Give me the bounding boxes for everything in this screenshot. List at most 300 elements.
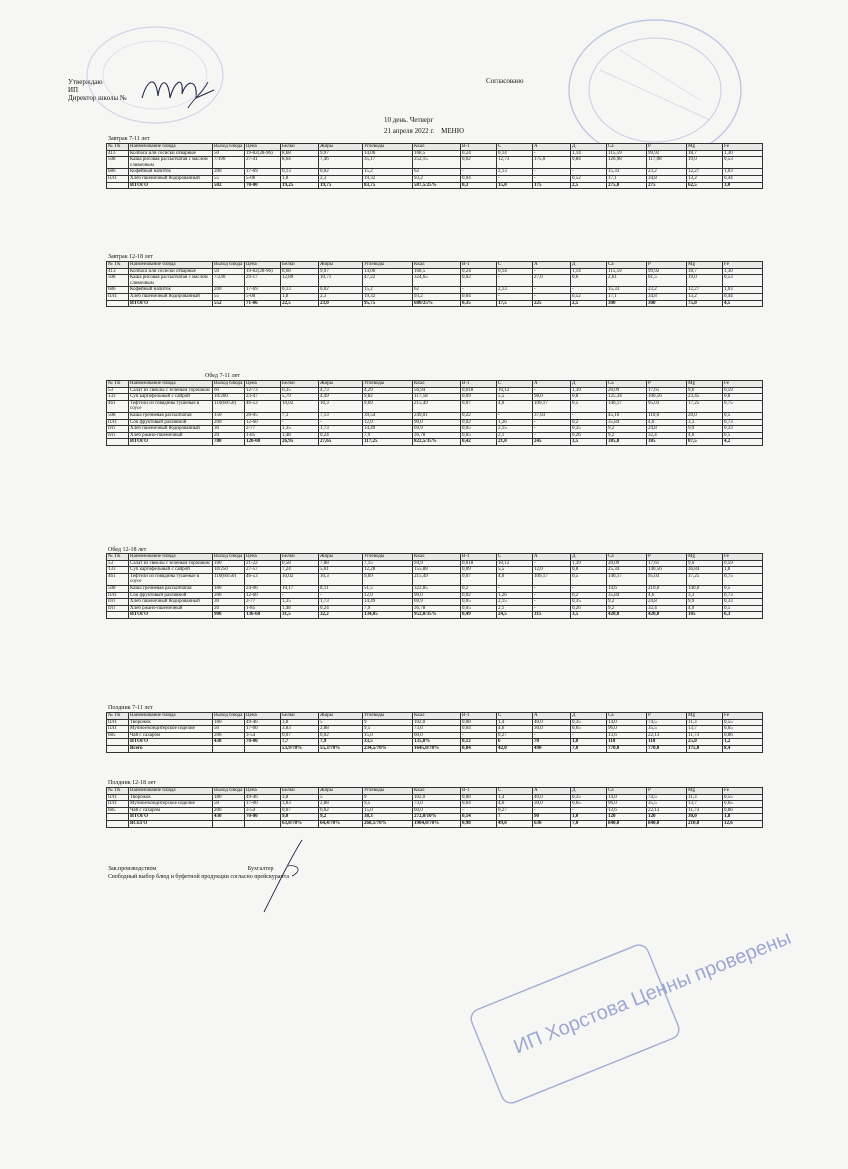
- table-cell: 7,9: [363, 432, 413, 439]
- table-cell: 15,0: [363, 807, 413, 814]
- table-cell: 0,24: [319, 432, 363, 439]
- table-cell: п/п: [107, 432, 129, 439]
- table-cell: 32,4: [647, 605, 687, 612]
- table-cell: 0,65: [571, 726, 607, 733]
- table-cell: 49-46: [245, 794, 281, 801]
- table-cell: 420,0: [607, 612, 647, 619]
- column-header: Fe: [723, 554, 763, 561]
- table-cell: [213, 745, 245, 752]
- table-cell: 133: [107, 567, 129, 574]
- table-cell: П/П: [107, 726, 129, 733]
- table-cell: -: [533, 585, 571, 592]
- table-cell: 37,83: [533, 412, 571, 419]
- table-cell: 0,07: [281, 807, 319, 814]
- table-cell: 0,09: [461, 394, 497, 401]
- table-cell: 3,8: [281, 719, 319, 726]
- column-header: Ккал: [413, 144, 461, 151]
- table-cell: 0,2: [571, 592, 607, 599]
- table-cell: 385,0: [607, 439, 647, 446]
- column-header: Белки: [281, 554, 319, 561]
- table-cell: 1,4: [497, 719, 533, 726]
- table-header-row: [107, 262, 763, 269]
- table-cell: Хлеб пшеничный йодированный: [129, 426, 213, 433]
- table-cell: 4,0: [497, 400, 533, 412]
- table-row: [107, 387, 763, 394]
- table-cell: 32,4: [647, 432, 687, 439]
- table-cell: 685: [107, 807, 129, 814]
- table-cell: 0,84: [571, 157, 607, 169]
- table-cell: 17,5: [497, 300, 533, 307]
- table-row: [107, 400, 763, 412]
- table-cell: 10,02: [281, 400, 319, 412]
- table-cell: 109,17: [533, 400, 571, 412]
- table-cell: 95,03: [647, 400, 687, 412]
- table-cell: 0,09: [461, 567, 497, 574]
- column-header: Ca: [607, 788, 647, 795]
- table-cell: 3,0: [723, 182, 763, 189]
- table-cell: 840,0: [647, 820, 687, 827]
- column-header: Белки: [281, 381, 319, 388]
- table-cell: 74,5: [647, 719, 687, 726]
- column-header: Выход блюда: [213, 144, 245, 151]
- section-title: Завтрак 12-18 лет: [108, 254, 153, 260]
- table-cell: 5: [319, 719, 363, 726]
- table-cell: 46-53: [245, 573, 281, 585]
- table-cell: 1,48: [281, 605, 319, 612]
- table-cell: 15,33: [607, 169, 647, 176]
- column-header: Жиры: [319, 381, 363, 388]
- table-cell: ИТОГО: [129, 739, 213, 746]
- table-cell: 33,5: [363, 739, 413, 746]
- table-cell: 268,1/70%: [363, 820, 413, 827]
- table-cell: 0,02: [319, 287, 363, 294]
- table-cell: 5,61: [319, 567, 363, 574]
- table-header-row: [107, 788, 763, 795]
- table-row: [107, 419, 763, 426]
- column-header: С: [497, 262, 533, 269]
- table-cell: 2,5: [571, 300, 607, 307]
- table-cell: 0,08: [461, 794, 497, 801]
- table-cell: 24,8: [647, 426, 687, 433]
- table-cell: 1,35: [281, 599, 319, 606]
- table-cell: -: [533, 592, 571, 599]
- table-cell: 17,1: [607, 293, 647, 300]
- table-cell: 49-46: [245, 719, 281, 726]
- table-cell: 0,04: [461, 801, 497, 808]
- table-cell: 27-41: [245, 157, 281, 169]
- table-cell: 69,9: [413, 599, 461, 606]
- table-cell: 136-60: [245, 612, 281, 619]
- table-cell: 46-53: [245, 400, 281, 412]
- table-cell: 22,13: [647, 732, 687, 739]
- column-header: А: [533, 144, 571, 151]
- table-cell: 15,2: [363, 287, 413, 294]
- column-header: Д: [571, 554, 607, 561]
- table-cell: -: [461, 287, 497, 294]
- table-cell: 900: [213, 612, 245, 619]
- table-cell: 96,0: [607, 801, 647, 808]
- column-header: Ккал: [413, 381, 461, 388]
- table-cell: 20: [213, 432, 245, 439]
- approve-line: ИП: [68, 86, 79, 94]
- column-header: Mg: [687, 144, 723, 151]
- date-text: 21 апреля 2022 г.: [384, 127, 435, 135]
- table-cell: 7,15: [363, 560, 413, 567]
- table-cell: 0,44: [723, 293, 763, 300]
- column-header: А: [533, 788, 571, 795]
- table-cell: 0,02: [461, 275, 497, 287]
- table-cell: 385: [647, 439, 687, 446]
- table-cell: 140,0: [687, 585, 723, 592]
- table-cell: Суп картофельный с сайрой: [129, 567, 213, 574]
- table-cell: 4,6: [497, 801, 533, 808]
- table-cell: 3,83: [281, 726, 319, 733]
- column-header: Ca: [607, 713, 647, 720]
- table-cell: 90: [533, 814, 571, 821]
- table-cell: 4,6: [497, 726, 533, 733]
- table-cell: 55,3/70%: [319, 745, 363, 752]
- table-cell: -: [533, 387, 571, 394]
- table-cell: 109,17: [533, 573, 571, 585]
- table-cell: 35,5: [647, 801, 687, 808]
- table-cell: 14,06: [363, 268, 413, 275]
- table-cell: п/п: [107, 599, 129, 606]
- table-cell: 23-47: [245, 394, 281, 401]
- table-cell: 134,05: [363, 612, 413, 619]
- table-cell: Каша рисовая рассыпчатая с маслом сливочным: [129, 275, 213, 287]
- table-row: [107, 592, 763, 599]
- table-cell: 0,8: [571, 394, 607, 401]
- table-cell: -: [461, 732, 497, 739]
- column-header: Углеводы: [363, 262, 413, 269]
- table-cell: Салат из свеклы с зеленым горошком: [129, 387, 213, 394]
- table-cell: 4,6: [647, 419, 687, 426]
- table-cell: 0,55: [723, 794, 763, 801]
- table-cell: 7,7: [281, 739, 319, 746]
- table-cell: 5-08: [245, 175, 281, 182]
- table-row: [107, 814, 763, 821]
- footer-accountant: Бухгалтер: [247, 866, 274, 872]
- table-cell: 0,73: [723, 419, 763, 426]
- table-cell: 1,14: [571, 150, 607, 157]
- column-header: А: [533, 381, 571, 388]
- table-cell: 90,0: [413, 592, 461, 599]
- table-cell: 9,2: [607, 426, 647, 433]
- table-cell: 0,07: [461, 573, 497, 585]
- table-cell: 0,3: [461, 182, 497, 189]
- table-cell: 430: [213, 739, 245, 746]
- table-cell: 10/200: [213, 394, 245, 401]
- table-cell: 9,6: [687, 387, 723, 394]
- table-cell: 4,73: [319, 387, 363, 394]
- table-cell: 1,03: [723, 287, 763, 294]
- table-cell: 18,7: [687, 268, 723, 275]
- table-cell: 63,0/70%: [281, 820, 319, 827]
- table-cell: 0,8: [571, 567, 607, 574]
- table-cell: 100: [213, 560, 245, 567]
- column-header: Fe: [723, 144, 763, 151]
- column-header: Цена: [245, 713, 281, 720]
- table-cell: [107, 745, 129, 752]
- table-cell: 0,86: [723, 807, 763, 814]
- table-cell: 15,2: [363, 169, 413, 176]
- column-header: Д: [571, 144, 607, 151]
- table-cell: 315: [533, 612, 571, 619]
- column-header: Углеводы: [363, 144, 413, 151]
- table-cell: 200: [213, 419, 245, 426]
- table-cell: [107, 739, 129, 746]
- day-label: 10 день. Четверг: [384, 116, 434, 124]
- table-cell: 12-73: [245, 387, 281, 394]
- column-header: № ТК: [107, 713, 129, 720]
- table-cell: 115,59: [607, 150, 647, 157]
- column-header: А: [533, 262, 571, 269]
- table-cell: 4,49: [319, 394, 363, 401]
- table-cell: 17,25: [687, 400, 723, 412]
- table-cell: 62: [413, 287, 461, 294]
- table-cell: 413: [107, 268, 129, 275]
- column-header: Ca: [607, 262, 647, 269]
- table-cell: -: [461, 807, 497, 814]
- table-cell: п/п: [107, 426, 129, 433]
- table-cell: 18,7: [687, 150, 723, 157]
- table-cell: -: [497, 275, 533, 287]
- table-cell: П/П: [107, 794, 129, 801]
- table-cell: 0,04: [461, 726, 497, 733]
- table-cell: 14,6: [607, 585, 647, 592]
- table-cell: 55: [213, 175, 245, 182]
- table-cell: 9,2: [607, 605, 647, 612]
- table-cell: 686: [107, 287, 129, 294]
- table-cell: 0,35: [281, 387, 319, 394]
- table-cell: 35,17: [363, 157, 413, 169]
- table-cell: Кофейный напиток: [129, 287, 213, 294]
- table-cell: 102,0: [413, 794, 461, 801]
- table-cell: 552: [213, 300, 245, 307]
- column-header: № ТК: [107, 788, 129, 795]
- table-cell: 12,0: [363, 592, 413, 599]
- table-cell: -: [533, 605, 571, 612]
- table-cell: 630: [533, 820, 571, 827]
- table-cell: 105: [687, 612, 723, 619]
- table-cell: 110: [607, 739, 647, 746]
- column-header: № ТК: [107, 381, 129, 388]
- table-cell: 0,27: [497, 732, 533, 739]
- table-header-row: [107, 144, 763, 151]
- table-cell: 62: [413, 169, 461, 176]
- table-row: [107, 182, 763, 189]
- table-cell: 23,2: [647, 169, 687, 176]
- table-cell: 1,73: [319, 426, 363, 433]
- table-cell: 0,07: [281, 732, 319, 739]
- column-header: В-1: [461, 788, 497, 795]
- table-cell: 5-08: [245, 293, 281, 300]
- table-cell: П/П: [107, 419, 129, 426]
- table-cell: 12,27: [687, 169, 723, 176]
- table-cell: -: [533, 419, 571, 426]
- column-header: Углеводы: [363, 381, 413, 388]
- table-cell: 0,07: [461, 400, 497, 412]
- table-cell: 60: [213, 387, 245, 394]
- table-cell: 120: [647, 814, 687, 821]
- table-cell: 8,11: [319, 585, 363, 592]
- table-cell: 30,0: [533, 726, 571, 733]
- table-cell: -: [497, 293, 533, 300]
- table-cell: 140,56: [647, 567, 687, 574]
- approve-line: Директор школы №: [68, 94, 127, 102]
- table-cell: 3-54: [245, 732, 281, 739]
- table-cell: 110,0: [647, 412, 687, 419]
- table-cell: 1-85: [245, 605, 281, 612]
- table-cell: 12,28: [363, 567, 413, 574]
- table-cell: 20,09: [607, 387, 647, 394]
- column-header: Ккал: [413, 554, 461, 561]
- table-cell: 9,69: [363, 400, 413, 412]
- column-header: Белки: [281, 713, 319, 720]
- section-title: Обед 7-11 лет: [205, 373, 240, 379]
- table-cell: 200: [213, 169, 245, 176]
- table-cell: 2,13: [497, 287, 533, 294]
- table-cell: 0,5: [571, 573, 607, 585]
- table-cell: -: [533, 599, 571, 606]
- table-cell: 21,0: [497, 439, 533, 446]
- table-cell: 0,5: [571, 400, 607, 412]
- table-cell: 27,65: [319, 439, 363, 446]
- table-cell: 12,73: [497, 157, 533, 169]
- table-cell: 60,0: [413, 732, 461, 739]
- footer-line2: Свободный выбор блюд и буфетной продукции согласно прейскуранта: [108, 874, 290, 880]
- table-cell: Колбаса или сосиски отварные: [129, 150, 213, 157]
- table-cell: 30,0: [533, 801, 571, 808]
- table-cell: 0,35: [571, 599, 607, 606]
- table-cell: 70-00: [245, 814, 281, 821]
- column-header: Д: [571, 262, 607, 269]
- table-cell: 70: [533, 739, 571, 746]
- table-cell: 26,95: [281, 439, 319, 446]
- table-cell: 252,15: [413, 157, 461, 169]
- table-cell: 4,29: [363, 387, 413, 394]
- table-cell: 0,35: [571, 794, 607, 801]
- table-cell: 133: [107, 394, 129, 401]
- section-title: Обед 12-18 лет: [108, 547, 147, 553]
- table-row: [107, 719, 763, 726]
- table-cell: 2-77: [245, 599, 281, 606]
- column-header: В-1: [461, 381, 497, 388]
- table-row: [107, 567, 763, 574]
- table-cell: 0,26: [571, 432, 607, 439]
- table-cell: 0,04: [461, 175, 497, 182]
- table-cell: Хлеб пшеничный йодированный: [129, 293, 213, 300]
- table-cell: 7,9: [319, 739, 363, 746]
- table-cell: Мучное/кондитерское изделие: [129, 801, 213, 808]
- section-title: Полдник 12-18 лет: [108, 780, 156, 786]
- table-cell: 19,0: [687, 157, 723, 169]
- table-cell: 1,14: [571, 268, 607, 275]
- table-cell: 140,17: [607, 573, 647, 585]
- column-header: Mg: [687, 713, 723, 720]
- table-cell: 93,2: [413, 175, 461, 182]
- table-header-row: [107, 381, 763, 388]
- table-cell: [107, 820, 129, 827]
- column-header: P: [647, 262, 687, 269]
- table-cell: 19,32: [363, 175, 413, 182]
- table-cell: 7,13: [319, 412, 363, 419]
- table-cell: 0,65: [723, 801, 763, 808]
- column-header: С: [497, 554, 533, 561]
- column-header: Выход блюда: [213, 788, 245, 795]
- table-cell: -: [533, 293, 571, 300]
- table-cell: 3,5: [571, 612, 607, 619]
- table-cell: 0,5: [723, 605, 763, 612]
- table-cell: -: [497, 175, 533, 182]
- table-cell: 9,97: [319, 268, 363, 275]
- table-cell: Салат из свеклы с зеленым горошком: [129, 560, 213, 567]
- table-cell: -: [533, 732, 571, 739]
- table-cell: 110(60/50): [213, 573, 245, 585]
- table-cell: 11,73: [687, 732, 723, 739]
- table-cell: 5,5: [497, 567, 533, 574]
- table-row: [107, 560, 763, 567]
- table-cell: 490: [533, 745, 571, 752]
- table-cell: 9,9: [687, 426, 723, 433]
- table-cell: [107, 612, 129, 619]
- table-cell: 0,35: [571, 719, 607, 726]
- table-cell: 55: [213, 293, 245, 300]
- table-cell: 35,5: [647, 726, 687, 733]
- table-cell: 420,0: [647, 612, 687, 619]
- stamp-icon: [470, 926, 795, 1090]
- column-header: Выход блюда: [213, 554, 245, 561]
- table-cell: 95,75: [363, 300, 413, 307]
- table-cell: 3,3: [687, 419, 723, 426]
- agree-label: Согласовано: [486, 77, 524, 85]
- table-cell: 12,6: [723, 820, 763, 827]
- table-cell: -: [461, 169, 497, 176]
- table-cell: 9,2: [607, 432, 647, 439]
- column-header: А: [533, 554, 571, 561]
- table-cell: 508: [107, 585, 129, 592]
- table-cell: 7,3: [281, 412, 319, 419]
- table-cell: 35,84: [607, 419, 647, 426]
- table-cell: 40,0: [533, 794, 571, 801]
- column-header: P: [647, 713, 687, 720]
- table-row: [107, 157, 763, 169]
- column-header: Цена: [245, 381, 281, 388]
- table-cell: [107, 814, 129, 821]
- table-cell: [245, 745, 281, 752]
- table-cell: 11,73: [687, 807, 723, 814]
- table-cell: 1,48: [281, 432, 319, 439]
- table-cell: П/П: [107, 719, 129, 726]
- table-cell: 0,59: [723, 387, 763, 394]
- column-header: Mg: [687, 381, 723, 388]
- table-cell: 36,84: [687, 567, 723, 574]
- table-cell: 0,75: [723, 400, 763, 412]
- table-cell: -: [533, 432, 571, 439]
- table-cell: 20-05: [245, 412, 281, 419]
- table-cell: 47,22: [363, 275, 413, 287]
- column-header: Цена: [245, 144, 281, 151]
- table-cell: 10,3: [319, 400, 363, 412]
- table-cell: 10,3: [319, 573, 363, 585]
- table-cell: 3,5: [571, 439, 607, 446]
- table-cell: ИТОГО: [129, 814, 213, 821]
- table-cell: 461: [107, 573, 129, 585]
- table-cell: 17-00: [245, 801, 281, 808]
- table-cell: 3-54: [245, 807, 281, 814]
- column-header: Fe: [723, 713, 763, 720]
- table-cell: 1,26: [497, 419, 533, 426]
